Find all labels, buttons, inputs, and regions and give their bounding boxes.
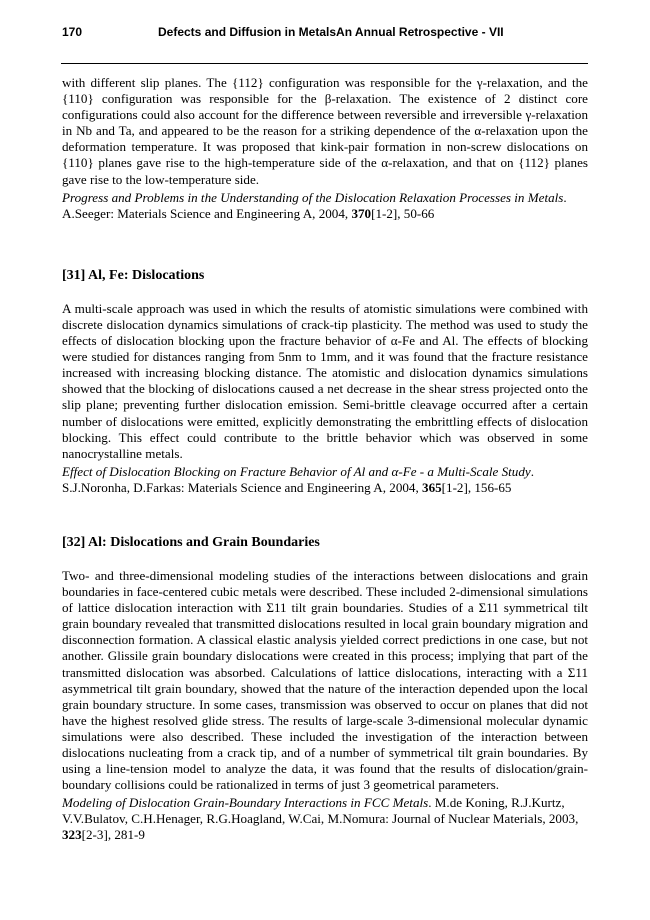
intro-reference <box>62 190 588 222</box>
reference-volume: 365 <box>422 479 442 495</box>
reference-title: Progress and Problems in the Understanding of the Dislocation Relaxation Processes in Metals <box>62 189 564 205</box>
header-rule <box>61 63 588 64</box>
running-title: Defects and Diffusion in MetalsAn Annual Retrospective - VII <box>158 25 504 39</box>
reference-volume: 323 <box>62 827 82 843</box>
page-header <box>62 25 588 41</box>
reference-pages: [1-2], 50-66 <box>371 205 435 221</box>
section-heading-31: [31] Al, Fe: Dislocations <box>62 267 205 283</box>
reference-authors: . A.Seeger: Materials Science and Engineering A, 2004, <box>62 189 567 221</box>
reference-title: Modeling of Dislocation Grain-Boundary Interactions in FCC Metals <box>62 795 429 811</box>
reference-title: Effect of Dislocation Blocking on Fracture Behavior of Al and α-Fe - a Multi-Scale Study <box>62 463 531 479</box>
intro-paragraph: with different slip planes. The {112} configuration was responsible for the γ-relaxation, and the {110} configuration was responsible for the β-relaxation. The existence of 2 distinct core configurations could also account for the difference between reversible and irreversible γ-relaxation in Nb and Ta, and appeared to be the reason for a striking dependence of the α-relaxation upon the deformation temperature. It was proposed that kink-pair formation in non-screw dislocations on {110} planes gave rise to the high-temperature side of the α-relaxation, and that on {112} planes gave rise to the low-temperature side. <box>62 75 588 187</box>
section-32-paragraph: Two- and three-dimensional modeling studies of the interactions between dislocations and grain boundaries in face-centered cubic metals were described. These included 2-dimensional simulations of lattice dislocation interaction with Σ11 tilt grain boundaries. Studies of a Σ11 symmetrical tilt grain boundary revealed that transmitted dislocations resulted in local grain boundary migration and disconnection formation. A classical elastic analysis yielded correct predictions in one case, but not another. Glissile grain boundary dislocations were created in this process; implying that part of the transmitted dislocation was absorbed. Calculations of lattice dislocations, interacting with a Σ11 asymmetrical tilt grain boundary, showed that the nature of the interaction depended upon the local grain boundary structure. In some cases, transmission was observed to occur on planes that did not have the highest resolved glide stress. The results of large-scale 3-dimensional molecular dynamic simulations were also described. These included the investigation of the interaction between dislocations nucleating from a crack tip, and of a number of symmetrical tilt grain boundaries. By using a line-tension model to analyze the data, it was found that the results of dislocation/grain-boundary collisions could be rationalized in terms of just 3 geometrical parameters. <box>62 567 588 793</box>
reference-volume: 370 <box>351 205 372 221</box>
section-31-reference <box>62 464 588 496</box>
reference-pages: [1-2], 156-65 <box>441 479 512 495</box>
reference-authors: . M.de Koning, R.J.Kurtz, V.V.Bulatov, C.H.Henager, R.G.Hoagland, W.Cai, M.Nomura: Journal of Nuclear Materials, 2003, <box>62 795 579 827</box>
section-31-paragraph: A multi-scale approach was used in which the results of atomistic simulations were combined with discrete dislocation dynamics simulations of crack-tip plasticity. The method was used to study the effects of dislocation blocking upon the fracture behavior of α-Fe and Al. The effects of blocking were studied for distances ranging from 5nm to 1mm, and it was found that the fracture resistance increased with increasing blocking distance. The atomistic and dislocation dynamics simulations showed that the blocking of dislocations caused a net decrease in the shear stress projected onto the slip plane; preventing further dislocation emission. Semi-brittle cleavage occurred after a certain number of dislocations were emitted, explicitly demonstrating the embrittling effects of dislocation blocking. This effect could contribute to the brittle behavior which was observed in some nanocrystalline metals. <box>62 300 588 461</box>
reference-pages: [2-3], 281-9 <box>81 827 145 843</box>
page-number: 170 <box>62 25 83 39</box>
reference-authors: . S.J.Noronha, D.Farkas: Materials Science and Engineering A, 2004, <box>62 463 534 495</box>
page-content <box>62 75 588 844</box>
section-32-reference <box>62 795 588 843</box>
section-heading-32: [32] Al: Dislocations and Grain Boundaries <box>62 534 320 550</box>
